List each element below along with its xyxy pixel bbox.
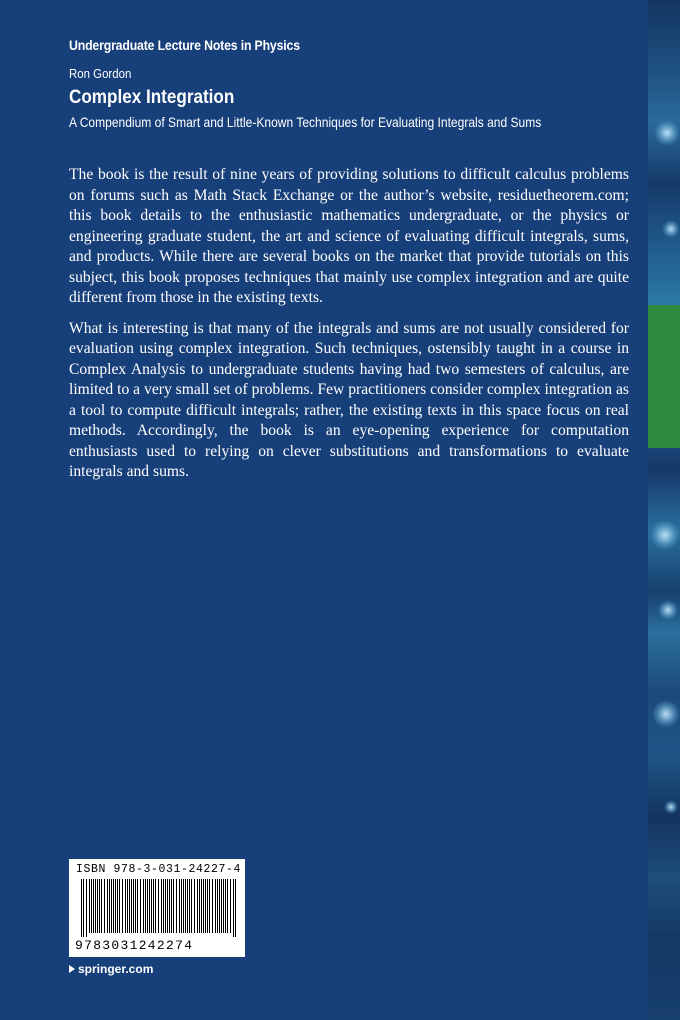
- barcode-bar: [179, 879, 180, 933]
- barcode-bar: [201, 879, 202, 933]
- barcode-bar: [83, 879, 84, 937]
- barcode-digits: 9783031242274: [75, 938, 194, 953]
- barcode-bar: [163, 879, 164, 933]
- barcode-bar: [104, 879, 105, 933]
- barcode-bar: [151, 879, 152, 933]
- barcode-bar: [86, 879, 87, 937]
- barcode-bar: [135, 879, 136, 933]
- series-name: Undergraduate Lecture Notes in Physics: [69, 37, 300, 53]
- barcode-bar: [187, 879, 188, 933]
- series-color-tab: [648, 305, 680, 448]
- barcode-bar: [194, 879, 195, 933]
- barcode-bar: [158, 879, 159, 933]
- barcode-bar: [137, 879, 138, 933]
- publisher-link[interactable]: [69, 962, 153, 976]
- author-name: Ron Gordon: [69, 66, 132, 81]
- barcode-bar: [219, 879, 220, 933]
- barcode-bar: [95, 879, 96, 933]
- barcode-bar: [122, 879, 123, 933]
- book-title: Complex Integration: [69, 87, 235, 108]
- barcode-bar: [233, 879, 234, 937]
- barcode-bar: [99, 879, 100, 933]
- publisher-url: springer.com: [78, 962, 154, 976]
- barcode-bar: [115, 879, 116, 933]
- barcode-bar: [93, 879, 94, 933]
- cover-image-strip: [648, 0, 680, 1020]
- barcode-bar: [227, 879, 228, 933]
- isbn-barcode: [69, 859, 245, 957]
- barcode-bar: [169, 879, 170, 933]
- barcode-bar: [185, 879, 186, 933]
- barcode-bar: [161, 879, 162, 933]
- description-paragraph: What is interesting is that many of the integrals and sums are not usually considered for evaluation using complex integration. Such techniques, ostensibly taught in a course in Complex Analysis to undergraduate students having had two semesters of calculus, are limited to a very small set of problems. Few practitioners consider complex integration as a tool to compute difficult integrals; rather, the existing texts in this space focus on real methods. Accordingly, the book is an eye-opening experience for computation enthusiasts used to relying on clever substitutions and transformations to evaluate integrals and sums.: [69, 319, 629, 480]
- barcode-bars: [81, 879, 237, 937]
- barcode-bar: [153, 879, 154, 933]
- isbn-label: ISBN 978-3-031-24227-4: [76, 863, 242, 876]
- barcode-bar: [111, 879, 112, 933]
- barcode-bar: [101, 879, 102, 933]
- barcode-bar: [145, 879, 146, 933]
- barcode-bar: [97, 879, 98, 933]
- barcode-bar: [147, 879, 148, 933]
- barcode-bar: [129, 879, 130, 933]
- barcode-bar: [230, 879, 231, 933]
- barcode-bar: [209, 879, 210, 933]
- barcode-bar: [225, 879, 226, 933]
- barcode-bar: [199, 879, 200, 933]
- barcode-bar: [173, 879, 174, 933]
- barcode-bar: [212, 879, 213, 933]
- barcode-bar: [107, 879, 108, 933]
- description-paragraph: The book is the result of nine years of providing solutions to difficult calculus problems on forums such as Math Stack Exchange or the author’s website, residuetheorem.com; this book details to the enthusiastic mathematics undergraduate, or the physics or engineering graduate student, the art and science of evaluating difficult integrals, sums, and products. While there are several books on the market that provide tutorials on this subject, this book proposes techniques that mainly use complex integration and are quite different from those in the existing texts.: [69, 166, 629, 306]
- barcode-bar: [131, 879, 132, 933]
- barcode-bar: [171, 879, 172, 933]
- barcode-bar: [221, 879, 222, 933]
- barcode-bar: [109, 879, 110, 933]
- barcode-bar: [203, 879, 204, 933]
- barcode-bar: [81, 879, 82, 937]
- barcode-bar: [143, 879, 144, 933]
- barcode-bar: [235, 879, 236, 937]
- barcode-bar: [191, 879, 192, 933]
- barcode-bar: [119, 879, 120, 933]
- barcode-bar: [183, 879, 184, 933]
- barcode-bar: [223, 879, 224, 933]
- barcode-bar: [189, 879, 190, 933]
- barcode-bar: [117, 879, 118, 933]
- barcode-bar: [205, 879, 206, 933]
- book-subtitle: A Compendium of Smart and Little-Known Techniques for Evaluating Integrals and Sums: [69, 114, 542, 130]
- barcode-bar: [176, 879, 177, 933]
- barcode-bar: [207, 879, 208, 933]
- barcode-bar: [155, 879, 156, 933]
- arrow-icon: [69, 965, 75, 973]
- barcode-bar: [181, 879, 182, 933]
- barcode-bar: [113, 879, 114, 933]
- barcode-bar: [91, 879, 92, 933]
- barcode-bar: [197, 879, 198, 933]
- barcode-bar: [149, 879, 150, 933]
- book-description: [69, 165, 629, 493]
- barcode-bar: [165, 879, 166, 933]
- barcode-bar: [140, 879, 141, 933]
- barcode-bar: [89, 879, 90, 933]
- barcode-bar: [167, 879, 168, 933]
- barcode-bar: [215, 879, 216, 933]
- barcode-bar: [125, 879, 126, 933]
- barcode-bar: [133, 879, 134, 933]
- barcode-bar: [217, 879, 218, 933]
- barcode-bar: [127, 879, 128, 933]
